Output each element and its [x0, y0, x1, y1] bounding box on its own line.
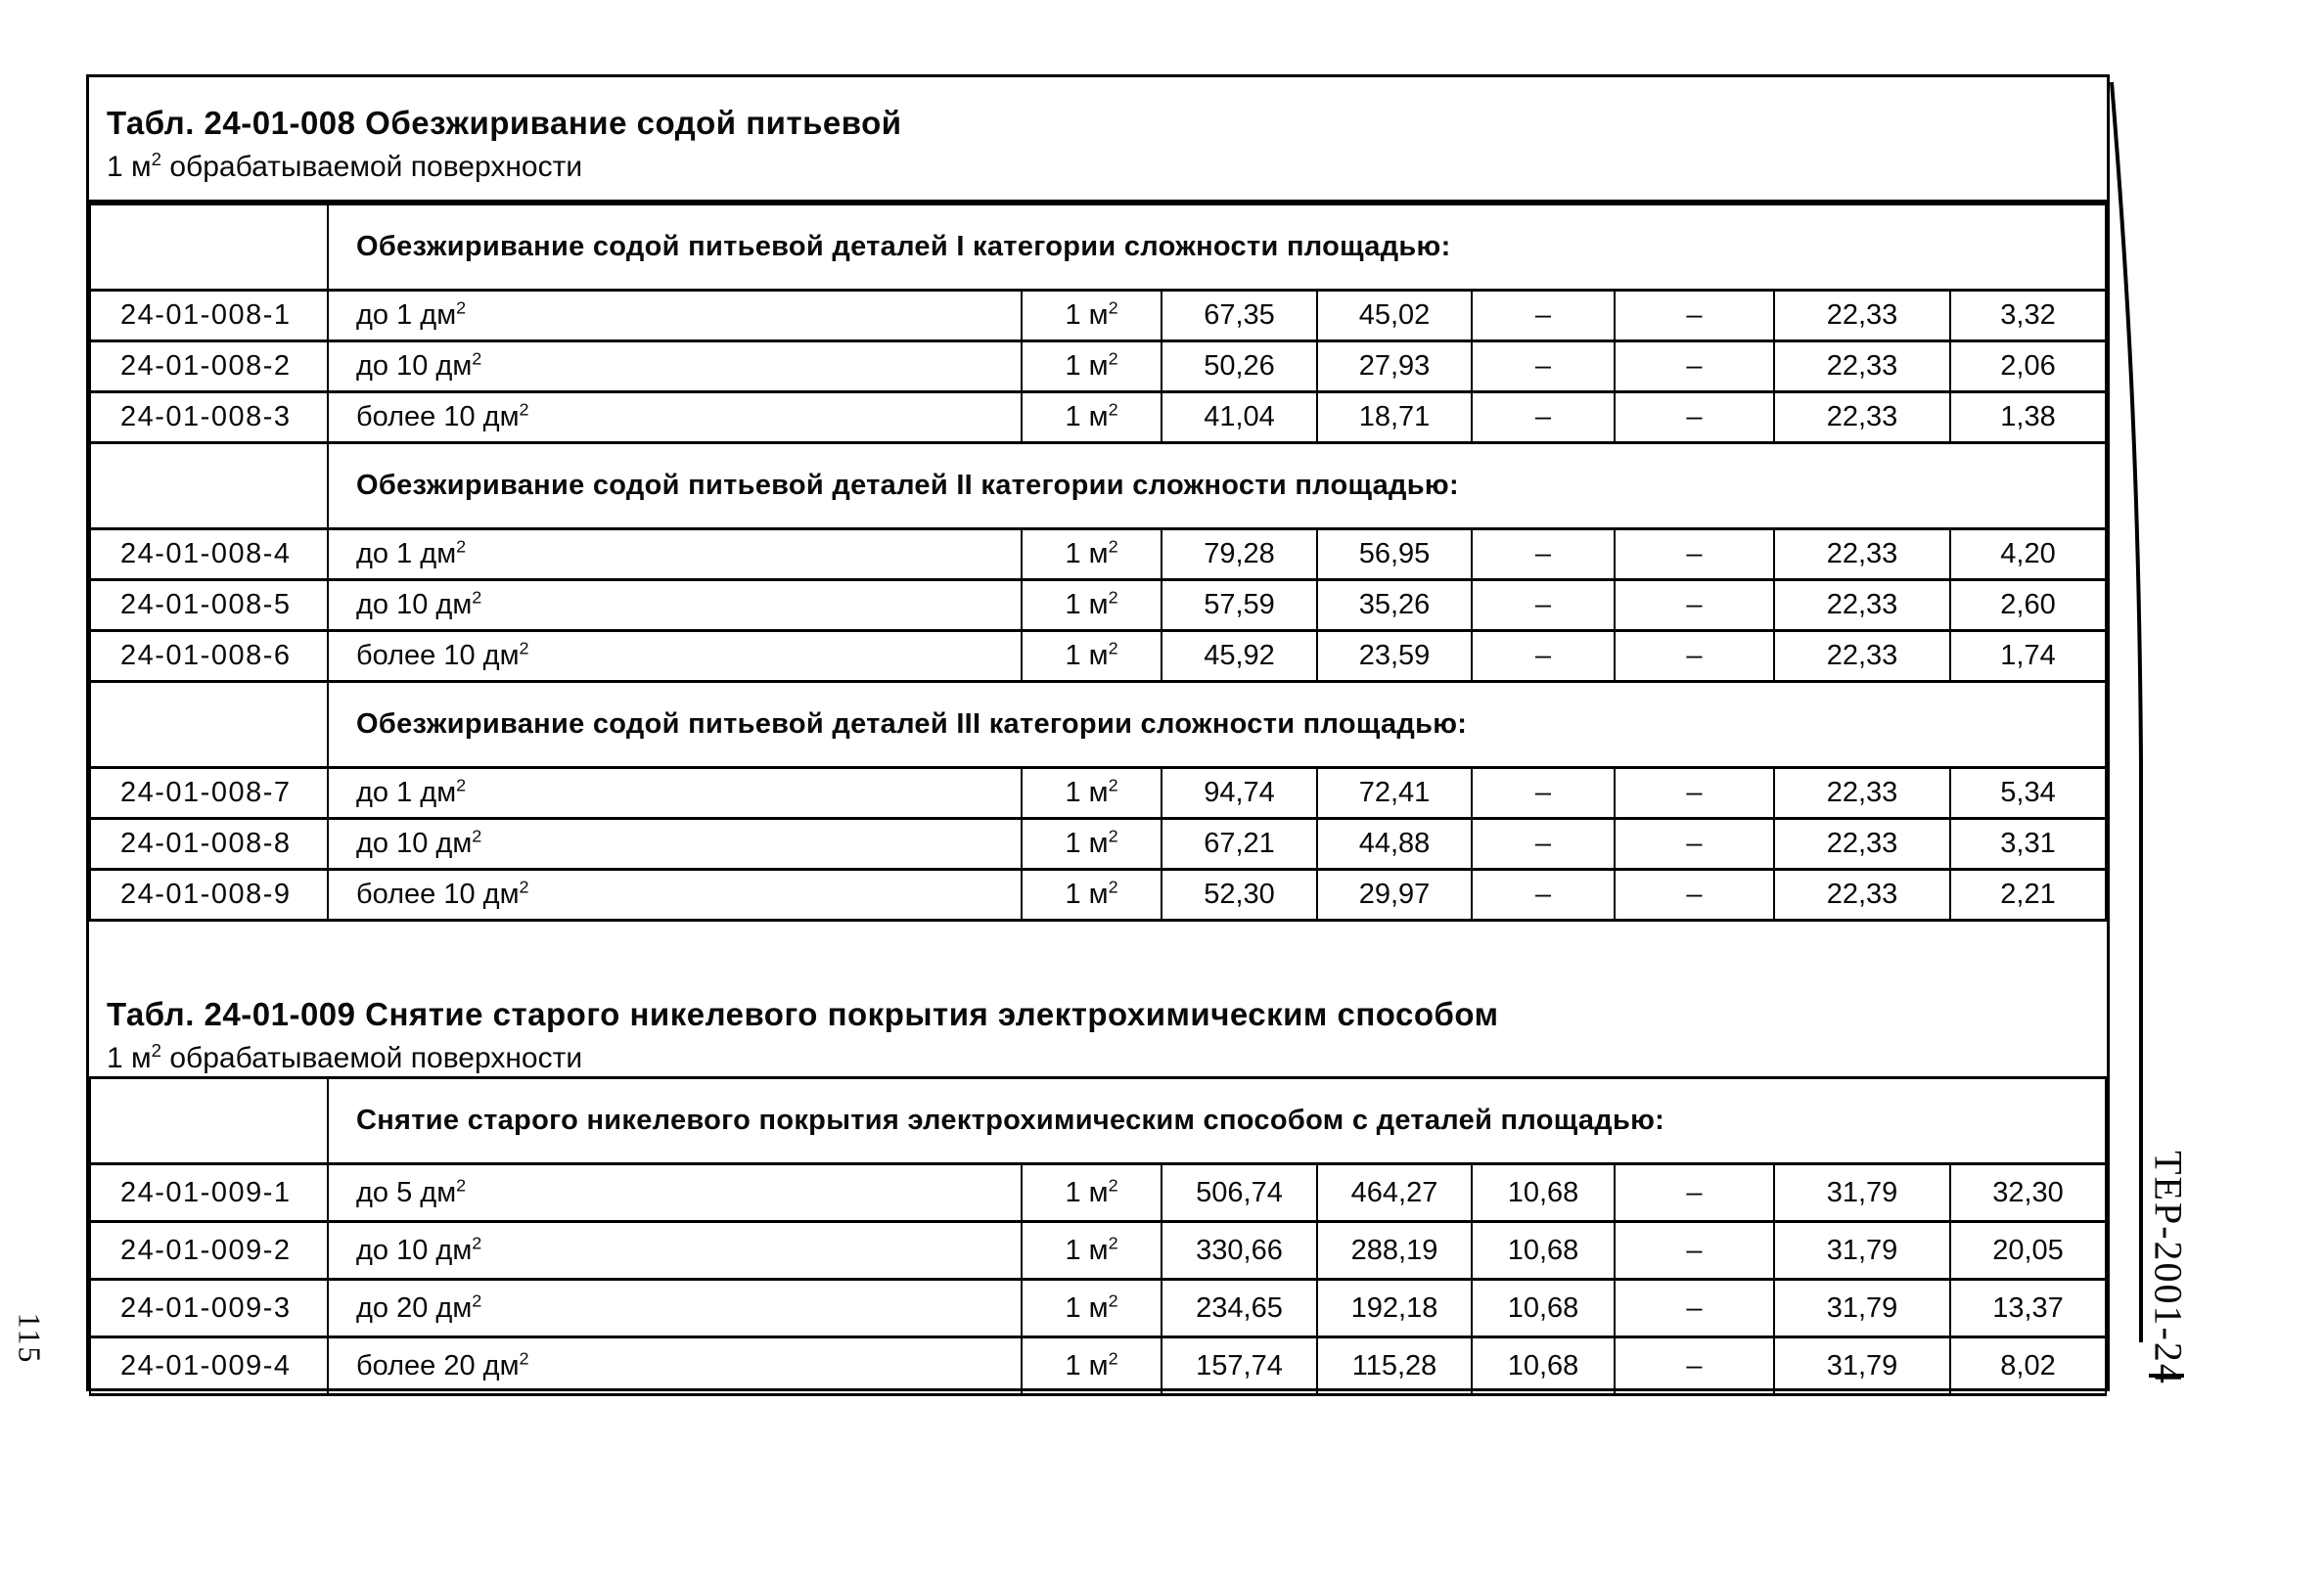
row-value: – — [1472, 392, 1615, 443]
table-009-subtitle: 1 $м^2$ обрабатываемой поверхности — [107, 1040, 583, 1074]
row-description: до 1 $дм^2$ — [328, 768, 1022, 819]
row-code: 24-01-009-3 — [90, 1280, 328, 1337]
section-empty-code-cell — [90, 1078, 328, 1164]
row-value: 41,04 — [1162, 392, 1317, 443]
row-value: 22,33 — [1774, 870, 1950, 921]
table-row — [90, 291, 2106, 341]
row-value: 52,30 — [1162, 870, 1317, 921]
row-code: 24-01-008-5 — [90, 580, 328, 631]
row-unit: 1 $м^2$ — [1022, 392, 1162, 443]
row-value: 22,33 — [1774, 341, 1950, 392]
row-value: 1,74 — [1950, 631, 2106, 682]
table-009-title: Табл. 24-01-009 Снятие старого никелевого покрытия электрохимическим способом — [107, 996, 1499, 1032]
row-value: 67,35 — [1162, 291, 1317, 341]
row-value: – — [1472, 341, 1615, 392]
row-value: 5,34 — [1950, 768, 2106, 819]
table-row — [90, 529, 2106, 580]
row-description: до 10 $дм^2$ — [328, 1222, 1022, 1280]
row-value: – — [1615, 291, 1774, 341]
row-value: 22,33 — [1774, 529, 1950, 580]
section-header: Снятие старого никелевого покрытия электрохимическим способом с деталей площадью: — [328, 1078, 2106, 1164]
row-value: 27,93 — [1317, 341, 1472, 392]
row-value: 2,60 — [1950, 580, 2106, 631]
row-value: 72,41 — [1317, 768, 1472, 819]
table-row — [90, 631, 2106, 682]
table-008-title-block — [89, 77, 2107, 203]
row-value: 22,33 — [1774, 768, 1950, 819]
row-value: 79,28 — [1162, 529, 1317, 580]
row-value: – — [1615, 1222, 1774, 1280]
row-value: 94,74 — [1162, 768, 1317, 819]
row-value: – — [1615, 768, 1774, 819]
row-unit: 1 $м^2$ — [1022, 870, 1162, 921]
row-unit: 1 $м^2$ — [1022, 341, 1162, 392]
row-unit: 1 $м^2$ — [1022, 631, 1162, 682]
section-header-row — [90, 204, 2106, 291]
row-value: 234,65 — [1162, 1280, 1317, 1337]
section-empty-code-cell — [90, 682, 328, 768]
row-value: – — [1615, 341, 1774, 392]
row-value: 288,19 — [1317, 1222, 1472, 1280]
row-value: 8,02 — [1950, 1337, 2106, 1395]
table-008-title: Табл. 24-01-008 Обезжиривание содой питьевой — [107, 105, 902, 141]
row-value: – — [1472, 291, 1615, 341]
row-description: до 5 $дм^2$ — [328, 1164, 1022, 1222]
row-value: 31,79 — [1774, 1164, 1950, 1222]
row-unit: 1 $м^2$ — [1022, 291, 1162, 341]
row-value: 10,68 — [1472, 1222, 1615, 1280]
section-header-row — [90, 1078, 2106, 1164]
table-row — [90, 392, 2106, 443]
row-description: более 10 $дм^2$ — [328, 631, 1022, 682]
row-value: 22,33 — [1774, 631, 1950, 682]
section-header: Обезжиривание содой питьевой деталей II категории сложности площадью: — [328, 443, 2106, 529]
row-code: 24-01-009-2 — [90, 1222, 328, 1280]
row-value: 31,79 — [1774, 1222, 1950, 1280]
row-value: – — [1472, 631, 1615, 682]
row-description: более 10 $дм^2$ — [328, 870, 1022, 921]
table-row — [90, 1164, 2106, 1222]
row-description: до 10 $дм^2$ — [328, 580, 1022, 631]
row-value: 3,31 — [1950, 819, 2106, 870]
row-description: до 1 $дм^2$ — [328, 529, 1022, 580]
row-value: 23,59 — [1317, 631, 1472, 682]
row-value: 10,68 — [1472, 1337, 1615, 1395]
row-value: 157,74 — [1162, 1337, 1317, 1395]
document-code-vertical: ТЕР-2001-24 — [2146, 1151, 2191, 1385]
section-header-row — [90, 682, 2106, 768]
row-value: 56,95 — [1317, 529, 1472, 580]
row-unit: 1 $м^2$ — [1022, 529, 1162, 580]
row-code: 24-01-008-1 — [90, 291, 328, 341]
row-value: 4,20 — [1950, 529, 2106, 580]
row-value: 10,68 — [1472, 1280, 1615, 1337]
table-row — [90, 768, 2106, 819]
row-value: 22,33 — [1774, 291, 1950, 341]
row-value: – — [1615, 1164, 1774, 1222]
table-row — [90, 341, 2106, 392]
row-value: – — [1615, 392, 1774, 443]
row-value: – — [1472, 529, 1615, 580]
row-code: 24-01-008-9 — [90, 870, 328, 921]
row-value: 330,66 — [1162, 1222, 1317, 1280]
row-value: 29,97 — [1317, 870, 1472, 921]
table-row — [90, 1337, 2106, 1395]
row-value: 45,02 — [1317, 291, 1472, 341]
table-009-title-block — [89, 922, 2107, 1076]
row-unit: 1 $м^2$ — [1022, 1222, 1162, 1280]
row-unit: 1 $м^2$ — [1022, 1337, 1162, 1395]
row-value: 506,74 — [1162, 1164, 1317, 1222]
row-value: – — [1615, 819, 1774, 870]
row-value: – — [1615, 1280, 1774, 1337]
section-empty-code-cell — [90, 204, 328, 291]
row-description: до 20 $дм^2$ — [328, 1280, 1022, 1337]
section-header-row — [90, 443, 2106, 529]
row-unit: 1 $м^2$ — [1022, 819, 1162, 870]
row-value: – — [1615, 580, 1774, 631]
row-value: – — [1472, 870, 1615, 921]
row-value: – — [1615, 631, 1774, 682]
page-frame — [86, 74, 2110, 1391]
row-unit: 1 $м^2$ — [1022, 1164, 1162, 1222]
row-code: 24-01-008-8 — [90, 819, 328, 870]
row-description: до 10 $дм^2$ — [328, 341, 1022, 392]
row-value: 22,33 — [1774, 580, 1950, 631]
row-code: 24-01-008-4 — [90, 529, 328, 580]
table-24-01-009 — [89, 1076, 2107, 1396]
row-value: 10,68 — [1472, 1164, 1615, 1222]
table-row — [90, 819, 2106, 870]
table-24-01-008 — [89, 203, 2107, 922]
row-value: 50,26 — [1162, 341, 1317, 392]
row-value: – — [1472, 819, 1615, 870]
row-value: 20,05 — [1950, 1222, 2106, 1280]
row-value: 57,59 — [1162, 580, 1317, 631]
row-value: 13,37 — [1950, 1280, 2106, 1337]
row-code: 24-01-008-7 — [90, 768, 328, 819]
row-value: 2,06 — [1950, 341, 2106, 392]
row-unit: 1 $м^2$ — [1022, 1280, 1162, 1337]
table-row — [90, 1222, 2106, 1280]
row-value: – — [1472, 768, 1615, 819]
row-value: 18,71 — [1317, 392, 1472, 443]
section-header: Обезжиривание содой питьевой деталей I категории сложности площадью: — [328, 204, 2106, 291]
row-value: 44,88 — [1317, 819, 1472, 870]
row-code: 24-01-008-2 — [90, 341, 328, 392]
row-value: 22,33 — [1774, 819, 1950, 870]
table-008-subtitle: 1 $м^2$ обрабатываемой поверхности — [107, 149, 583, 183]
row-value: 31,79 — [1774, 1337, 1950, 1395]
table-row — [90, 870, 2106, 921]
row-value: 45,92 — [1162, 631, 1317, 682]
row-value: 115,28 — [1317, 1337, 1472, 1395]
row-value: 464,27 — [1317, 1164, 1472, 1222]
row-value: 192,18 — [1317, 1280, 1472, 1337]
row-value: 2,21 — [1950, 870, 2106, 921]
row-code: 24-01-008-3 — [90, 392, 328, 443]
section-empty-code-cell — [90, 443, 328, 529]
row-description: до 1 $дм^2$ — [328, 291, 1022, 341]
section-header: Обезжиривание содой питьевой деталей III категории сложности площадью: — [328, 682, 2106, 768]
table-row — [90, 1280, 2106, 1337]
row-code: 24-01-009-4 — [90, 1337, 328, 1395]
table-row — [90, 580, 2106, 631]
row-value: 1,38 — [1950, 392, 2106, 443]
row-value: – — [1615, 1337, 1774, 1395]
row-description: более 20 $дм^2$ — [328, 1337, 1022, 1395]
row-description: до 10 $дм^2$ — [328, 819, 1022, 870]
row-value: 67,21 — [1162, 819, 1317, 870]
row-value: – — [1472, 580, 1615, 631]
row-value: – — [1615, 870, 1774, 921]
row-value: – — [1615, 529, 1774, 580]
row-value: 31,79 — [1774, 1280, 1950, 1337]
row-description: более 10 $дм^2$ — [328, 392, 1022, 443]
row-value: 3,32 — [1950, 291, 2106, 341]
row-code: 24-01-009-1 — [90, 1164, 328, 1222]
row-value: 32,30 — [1950, 1164, 2106, 1222]
page-number-vertical: 115 — [12, 1312, 48, 1365]
row-value: 22,33 — [1774, 392, 1950, 443]
row-value: 35,26 — [1317, 580, 1472, 631]
row-code: 24-01-008-6 — [90, 631, 328, 682]
row-unit: 1 $м^2$ — [1022, 768, 1162, 819]
row-unit: 1 $м^2$ — [1022, 580, 1162, 631]
